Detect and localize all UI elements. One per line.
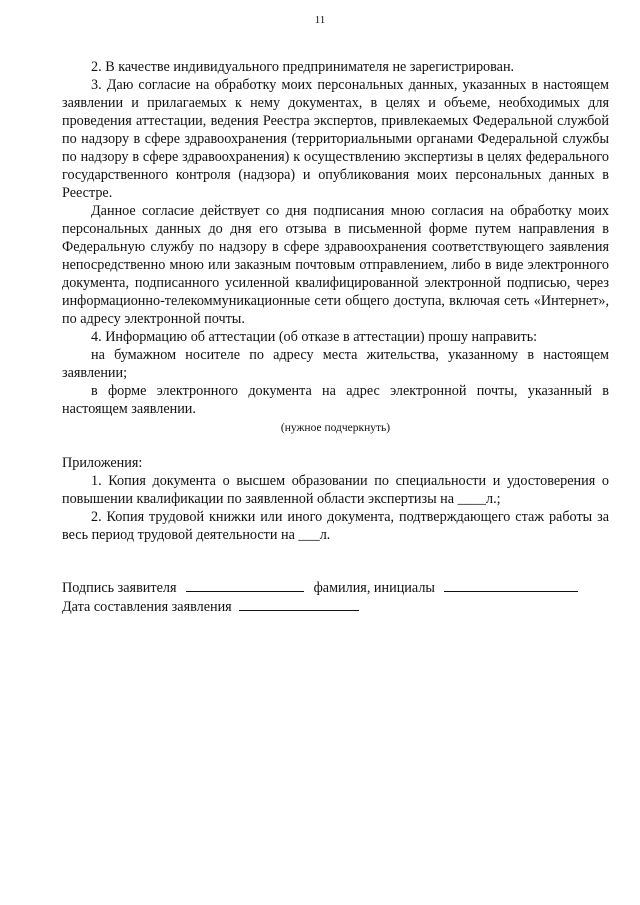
paragraph-2: 2. В качестве индивидуального предпринимателя не зарегистрирован. xyxy=(91,59,515,75)
page-number: 11 xyxy=(314,14,326,26)
paragraph-4: 4. Информацию об аттестации (об отказе в аттестации) прошу направить: xyxy=(91,329,538,345)
option-email: в форме электронного документа на адрес электронной почты, указанный в настоящем заявлении. xyxy=(62,383,609,417)
consent-validity-paragraph: Данное согласие действует со дня подписания мною согласия на обработку моих персональных данных до дня его отзыва в письменной форме путем направления в Федеральную службу по надзору в сфере здравоохранения соответствующего заявления непосредственно мною или заказным почтовым отправлением, либо в виде электронного документа, подписанного усиленной квалифицированной электронной подписью, через информационно-телекоммуникационные сети общего доступа, включая сеть «Интернет», по адресу электронной почты. xyxy=(62,203,609,327)
name-field[interactable] xyxy=(444,578,578,592)
appendix-item-2: 2. Копия трудовой книжки или иного документа, подтверждающего стаж работы за весь период трудовой деятельности на ___л. xyxy=(62,509,609,543)
appendix-item-1: 1. Копия документа о высшем образовании по специальности и удостоверения о повышении квалификации по заявленной области экспертизы на ____л.; xyxy=(62,473,609,507)
date-field[interactable] xyxy=(239,597,359,611)
appendix-title: Приложения: xyxy=(62,455,143,471)
document-body xyxy=(62,58,609,544)
underline-note: (нужное подчеркнуть) xyxy=(280,422,391,434)
signature-label: Подпись заявителя xyxy=(62,580,177,596)
paragraph-3-consent: 3. Даю согласие на обработку моих персональных данных, указанных в настоящем заявлении и прилагаемых к нему документах, в целях и объеме, необходимых для проведения аттестации, ведения Реестра экспертов, привлекаемых Федеральной службой по надзору в сфере здравоохранения (территориальными органами Федеральной службы по надзору в сфере здравоохранения) к осуществлению экспертизы в целях федерального государственного контроля (надзора) и опубликования моих персональных данных в Реестре. xyxy=(62,77,609,201)
signature-row xyxy=(62,578,609,597)
date-label: Дата составления заявления xyxy=(62,599,232,615)
option-paper: на бумажном носителе по адресу места жительства, указанному в настоящем заявлении; xyxy=(62,347,609,381)
name-label: фамилия, инициалы xyxy=(313,580,435,596)
signature-field[interactable] xyxy=(186,578,304,592)
date-row xyxy=(62,597,609,616)
signature-block xyxy=(62,578,609,616)
